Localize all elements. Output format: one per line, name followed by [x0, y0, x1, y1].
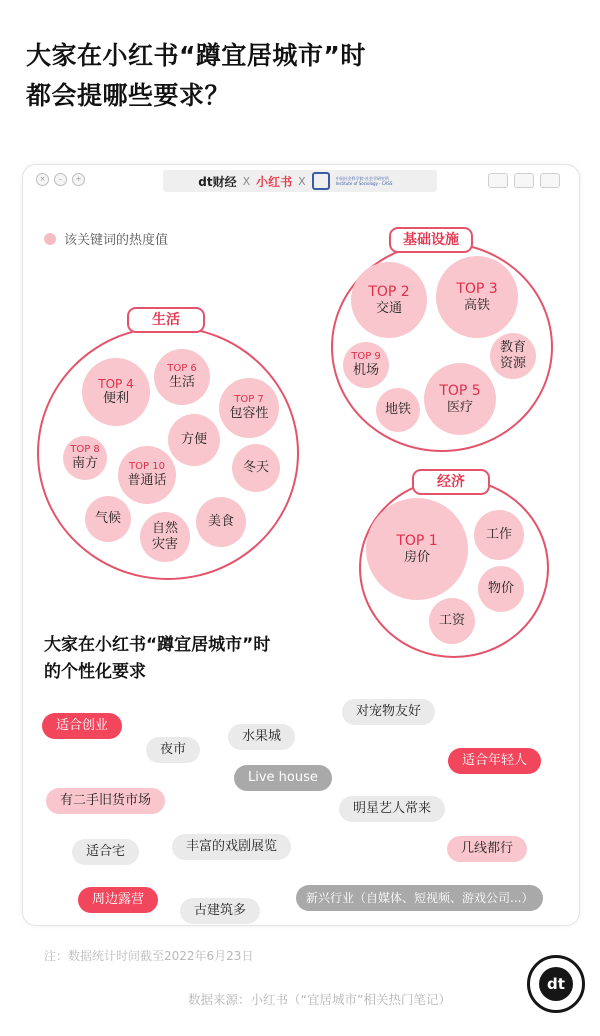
bubble-dongtian: 冬天 — [232, 444, 280, 492]
title-line-1: 大家在小红书“蹲宜居城市”时 — [26, 41, 366, 70]
page-title — [26, 36, 366, 116]
bubble-gaotie: TOP 3 高铁 — [436, 256, 518, 338]
bubble-yiliao: TOP 5 医疗 — [424, 363, 496, 435]
economy-group-label: 经济 — [412, 469, 490, 495]
brand-bar — [163, 170, 437, 192]
legend — [44, 229, 168, 248]
dt-brand-logo — [527, 955, 585, 1013]
bubble-meishi: 美食 — [196, 497, 246, 547]
legend-heat-dot — [44, 233, 56, 245]
bubble-jichang: TOP 9 机场 — [343, 342, 389, 388]
bubble-baorongxing: TOP 7 包容性 — [219, 378, 279, 438]
tag-second-hand-market: 有二手旧货市场 — [46, 788, 165, 814]
bubble-fangjia: TOP 1 房价 — [366, 498, 468, 600]
bubble-qihou: 气候 — [85, 496, 131, 542]
bubble-gongzuo: 工作 — [474, 510, 524, 560]
cass-logo-text: 中国社会科学院·社会学研究所 Institute of Sociology · CASS — [335, 176, 393, 186]
bubble-jiaotong: TOP 2 交通 — [351, 262, 427, 338]
bubble-jiaoyuziyuan: 教育 资源 — [490, 333, 536, 379]
brand-separator-2: X — [298, 174, 306, 188]
legend-label: 该关键词的热度值 — [64, 233, 169, 248]
infra-group-label: 基础设施 — [389, 227, 473, 253]
dt-logo: dt财经 — [198, 174, 237, 189]
tag-startup: 适合创业 — [42, 713, 122, 739]
tag-theatre: 丰富的戏剧展览 — [172, 834, 291, 860]
dt-logo-icon: dt — [539, 967, 573, 1001]
tag-celebrities: 明星艺人常来 — [339, 796, 445, 822]
personal-title: 大家在小红书“蹲宜居城市”时 的个性化要求 — [44, 635, 271, 682]
tag-emerging-industries: 新兴行业（自媒体、短视频、游戏公司...） — [296, 885, 543, 911]
window-icon[interactable] — [540, 173, 560, 188]
maximize-icon[interactable]: + — [72, 173, 85, 186]
tag-night-market: 夜市 — [146, 737, 200, 763]
tag-homebody: 适合宅 — [72, 839, 139, 865]
bubble-nanfang: TOP 8 南方 — [63, 436, 107, 480]
xiaohongshu-logo: 小红书 — [256, 174, 293, 189]
tag-camping: 周边露营 — [78, 887, 158, 913]
tag-pet-friendly: 对宠物友好 — [342, 699, 435, 725]
tag-young-people: 适合年轻人 — [448, 748, 541, 774]
bubble-gongzi: 工资 — [429, 598, 475, 644]
chat-icon[interactable] — [488, 173, 508, 188]
tag-any-tier: 几线都行 — [447, 836, 527, 862]
data-note: 注：数据统计时间截至2022年6月23日 — [44, 949, 254, 963]
tag-ancient-buildings: 古建筑多 — [180, 898, 260, 924]
life-group-label: 生活 — [127, 307, 205, 333]
title-line-2: 都会提哪些要求？ — [26, 81, 231, 110]
bubble-shenghuo: TOP 6 生活 — [154, 349, 210, 405]
bubble-wujia: 物价 — [478, 566, 524, 612]
bubble-putonghua: TOP 10 普通话 — [118, 446, 176, 504]
tag-live-house: Live house — [234, 765, 332, 791]
bubble-ziranzaihai: 自然 灾害 — [140, 512, 190, 562]
bubble-ditie: 地铁 — [376, 388, 420, 432]
close-icon[interactable]: × — [36, 173, 49, 186]
bubble-bianli: TOP 4 便利 — [82, 358, 150, 426]
share-icon[interactable] — [514, 173, 534, 188]
bubble-fangbian: 方便 — [168, 414, 220, 466]
data-source: 数据来源：小红书（“宜居城市”相关热门笔记） — [188, 992, 451, 1007]
brand-separator-1: X — [242, 174, 251, 188]
tag-fruit-market: 水果城 — [228, 724, 295, 750]
cass-logo-icon — [312, 172, 330, 190]
minimize-icon[interactable]: – — [54, 173, 67, 186]
